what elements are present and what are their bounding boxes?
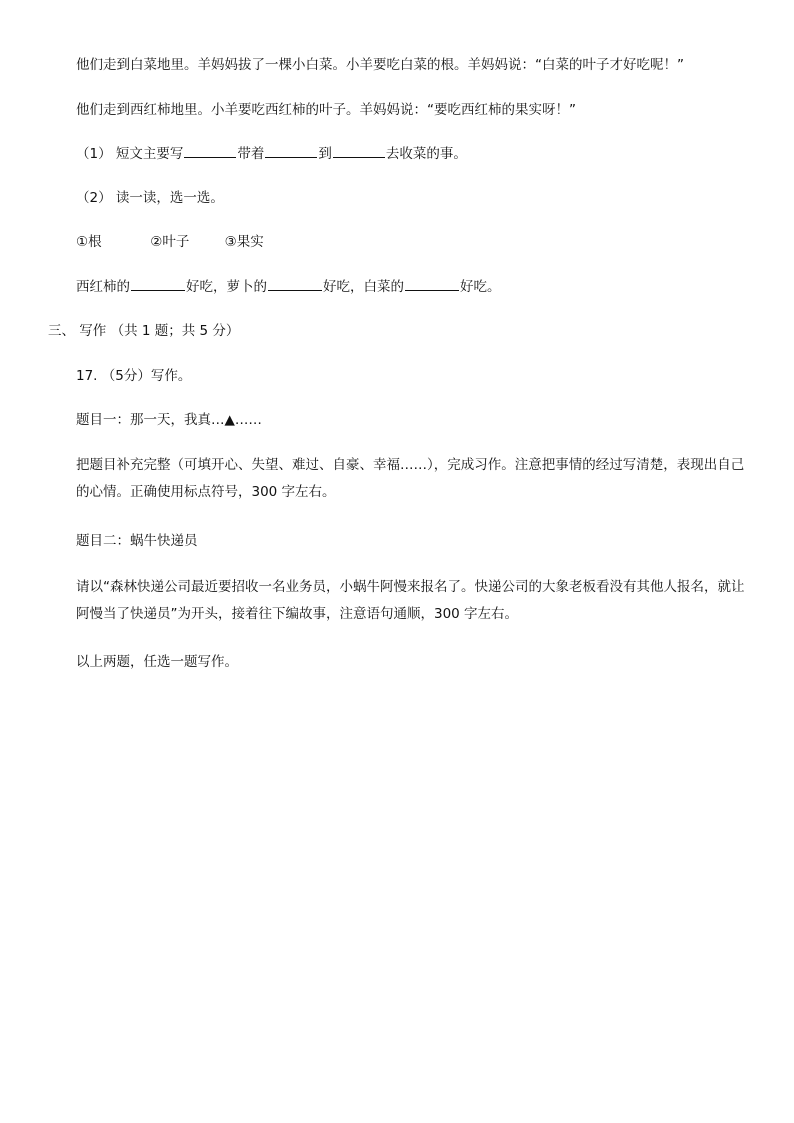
fill-text-a: 西红柿的 (76, 279, 130, 295)
question-17: 17. （5分）写作。 (76, 368, 192, 384)
question-2-text: 读一读，选一选。 (115, 190, 224, 206)
option-list (76, 231, 264, 253)
question-1-text-b: 带着 (237, 146, 265, 162)
answer-blank[interactable] (265, 143, 317, 158)
option-root: ①根 (76, 234, 102, 250)
story-line-2: 他们走到西红柿地里。小羊要吃西红柿的叶子。羊妈妈说：“要吃西红柿的果实呀！” (76, 102, 576, 118)
answer-blank[interactable] (268, 276, 322, 291)
answer-blank[interactable] (405, 276, 459, 291)
answer-blank[interactable] (333, 143, 385, 158)
fill-text-b: 好吃，萝卜的 (186, 279, 267, 295)
question-2-number: （2） (76, 190, 112, 206)
option-leaf: ②叶子 (150, 234, 190, 250)
question-1-text-a: 短文主要写 (115, 146, 184, 162)
fill-text-c: 好吃，白菜的 (323, 279, 404, 295)
section-heading: 三、 写作 （共 1 题；共 5 分） (48, 323, 240, 339)
question-1 (76, 143, 467, 165)
question-1-text-c: 到 (318, 146, 332, 162)
topic-2-description: 请以“森林快递公司最近要招收一名业务员，小蜗牛阿慢来报名了。快递公司的大象老板看没有其他人报名，就让阿慢当了快递员”为开头，接着往下编故事，注意语句通顺，300 字左右。 (76, 579, 745, 622)
fill-text-d: 好吃。 (460, 279, 501, 295)
question-1-text-d: 去收菜的事。 (385, 146, 467, 162)
story-line-1: 他们走到白菜地里。羊妈妈拔了一棵小白菜。小羊要吃白菜的根。羊妈妈说：“白菜的叶子才好吃呢！” (76, 57, 684, 73)
topic-2-title: 题目二：蜗牛快递员 (76, 533, 198, 549)
option-fruit: ③果实 (224, 234, 264, 250)
topic-1-description: 把题目补充完整（可填开心、失望、难过、自豪、幸福……），完成习作。注意把事情的经过写清楚，表现出自己的心情。正确使用标点符号，300 字左右。 (76, 457, 745, 500)
answer-blank[interactable] (131, 276, 185, 291)
question-2 (76, 187, 224, 209)
writing-instruction: 以上两题，任选一题写作。 (76, 654, 238, 670)
question-2-fill (76, 276, 501, 298)
topic-1-title: 题目一：那一天，我真…▲…… (76, 412, 262, 428)
answer-blank[interactable] (184, 143, 236, 158)
question-1-number: （1） (76, 146, 112, 162)
